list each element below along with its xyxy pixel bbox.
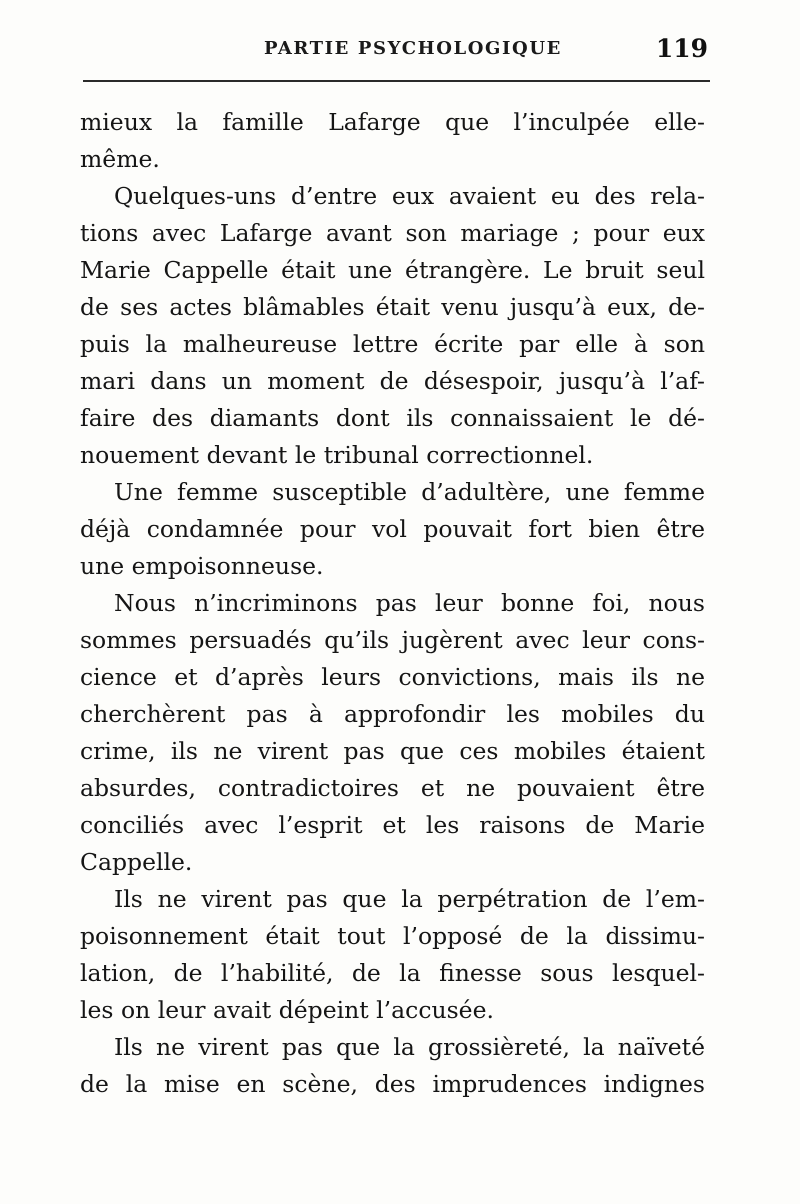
text-line: conciliés avec l’esprit et les raisons de Marie	[80, 811, 705, 839]
page-number: 119	[655, 34, 708, 63]
text-line: faire des diamants dont ils connaissaient le dé-	[80, 404, 705, 432]
text-line: puis la malheureuse lettre écrite par elle à son	[80, 330, 705, 358]
text-line: Ils ne virent pas que la perpétration de l’em-	[114, 885, 705, 913]
text-line: Marie Cappelle était une étrangère. Le bruit seul	[80, 256, 705, 284]
text-line: Une femme susceptible d’adultère, une femme	[114, 478, 705, 506]
text-line: mari dans un moment de désespoir, jusqu’à l’af-	[80, 367, 705, 395]
text-line: Cappelle.	[80, 848, 193, 876]
text-line: déjà condamnée pour vol pouvait fort bien être	[80, 515, 705, 543]
text-line: absurdes, contradictoires et ne pouvaient être	[80, 774, 705, 802]
text-line: de la mise en scène, des imprudences indignes	[80, 1070, 705, 1098]
text-line: cience et d’après leurs convictions, mais ils ne	[80, 663, 705, 691]
text-line: crime, ils ne virent pas que ces mobiles étaient	[80, 737, 705, 765]
text-line: Ils ne virent pas que la grossièreté, la naïveté	[114, 1033, 705, 1061]
text-line: de ses actes blâmables était venu jusqu’à eux, de-	[80, 293, 705, 321]
text-line: Nous n’incriminons pas leur bonne foi, nous	[114, 589, 705, 617]
text-line: même.	[80, 145, 160, 173]
page-header	[80, 34, 708, 68]
text-line: nouement devant le tribunal correctionnel.	[80, 441, 594, 469]
text-line: une empoisonneuse.	[80, 552, 324, 580]
text-line: les on leur avait dépeint l’accusée.	[80, 996, 494, 1024]
text-line: mieux la famille Lafarge que l’inculpée elle-	[80, 108, 705, 136]
running-title: PARTIE PSYCHOLOGIQUE	[264, 38, 562, 59]
header-rule	[83, 80, 710, 82]
text-line: sommes persuadés qu’ils jugèrent avec leur cons-	[80, 626, 705, 654]
text-line: Quelques-uns d’entre eux avaient eu des rela-	[114, 182, 705, 210]
text-line: lation, de l’habilité, de la finesse sous lesquel-	[80, 959, 705, 987]
text-line: tions avec Lafarge avant son mariage ; pour eux	[80, 219, 705, 247]
text-line: poisonnement était tout l’opposé de la dissimu-	[80, 922, 705, 950]
text-line: cherchèrent pas à approfondir les mobiles du	[80, 700, 705, 728]
